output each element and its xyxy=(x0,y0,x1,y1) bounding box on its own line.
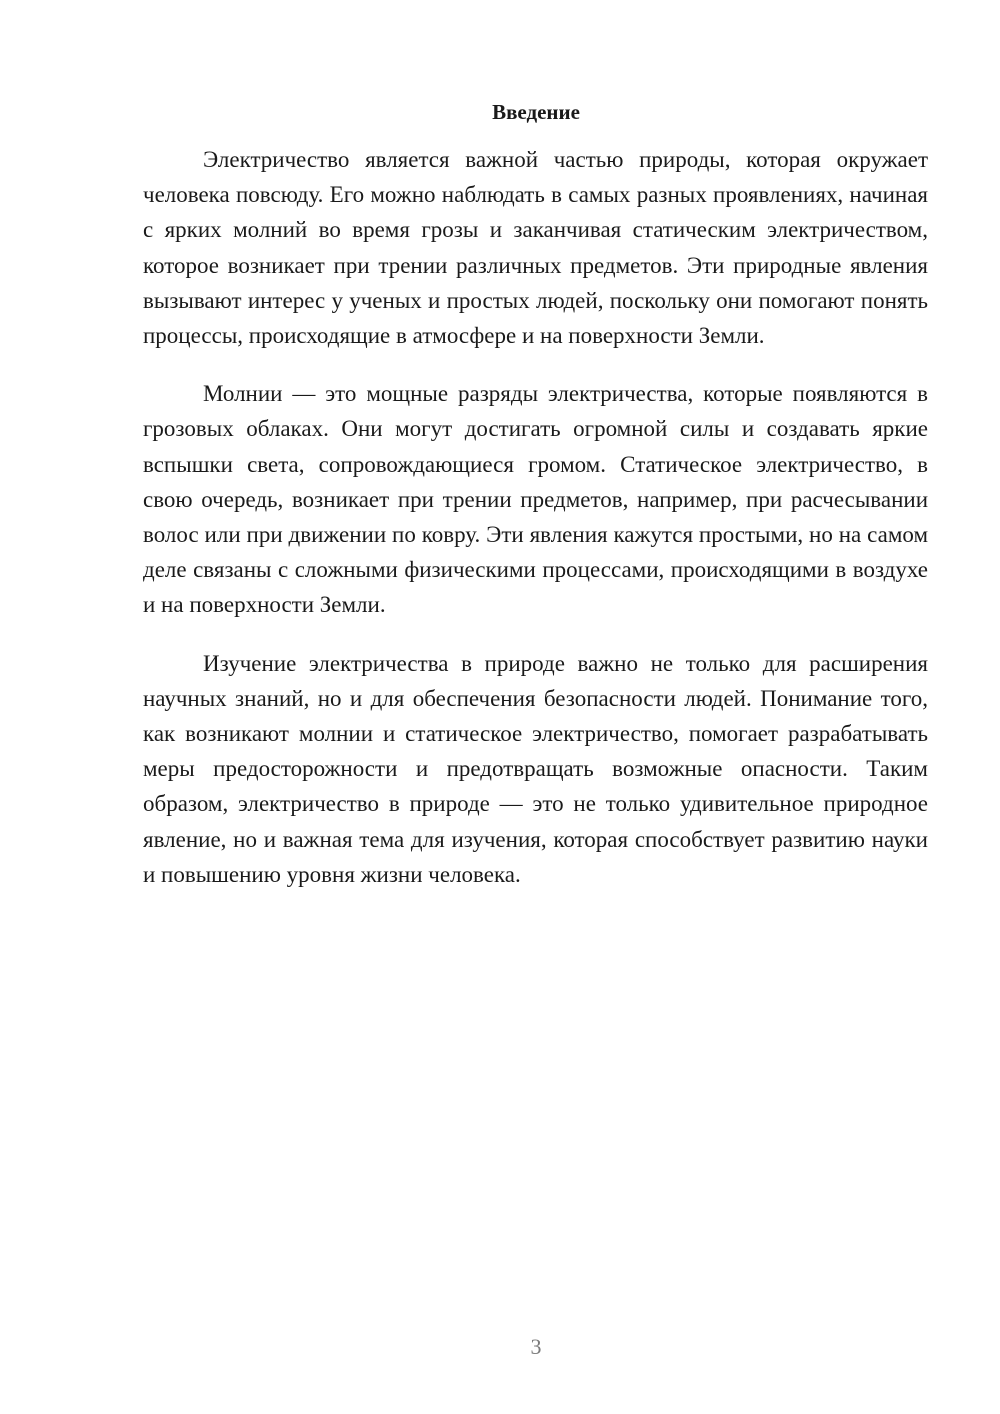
paragraph-2: Молнии — это мощные разряды электричества, которые появляются в грозовых облаках. Они могут достигать огромной силы и создавать яркие вспышки света, сопровождающиеся громом. Статическое электричество, в свою очередь, возникает при трении предметов, например, при расчесывании волос или при движении по ковру. Эти явления кажутся простыми, но на самом деле связаны с сложными физическими процессами, происходящими в воздухе и на поверхности Земли. xyxy=(143,381,928,618)
paragraph-3: Изучение электричества в природе важно не только для расширения научных знаний, но и для обеспечения безопасности людей. Понимание того, как возникают молнии и статическое электричество, помогает разрабатывать меры предосторожности и предотвращать возможные опасности. Таким образом, электричество в природе — это не только удивительное природное явление, но и важная тема для изучения, которая способствует развитию науки и повышению уровня жизни человека. xyxy=(143,650,928,887)
paragraph-1: Электричество является важной частью природы, которая окружает человека повсюду. Его можно наблюдать в самых разных проявлениях, начиная с ярких молний во время грозы и заканчивая статическим электричеством, которое возникает при трении различных предметов. Эти природные явления вызывают интерес у ученых и простых людей, поскольку они помогают понять процессы, происходящие в атмосфере и на поверхности Земли. xyxy=(143,147,928,349)
page-title: Введение xyxy=(492,100,580,124)
page-number: 3 xyxy=(530,1334,542,1359)
document-body xyxy=(143,142,928,915)
